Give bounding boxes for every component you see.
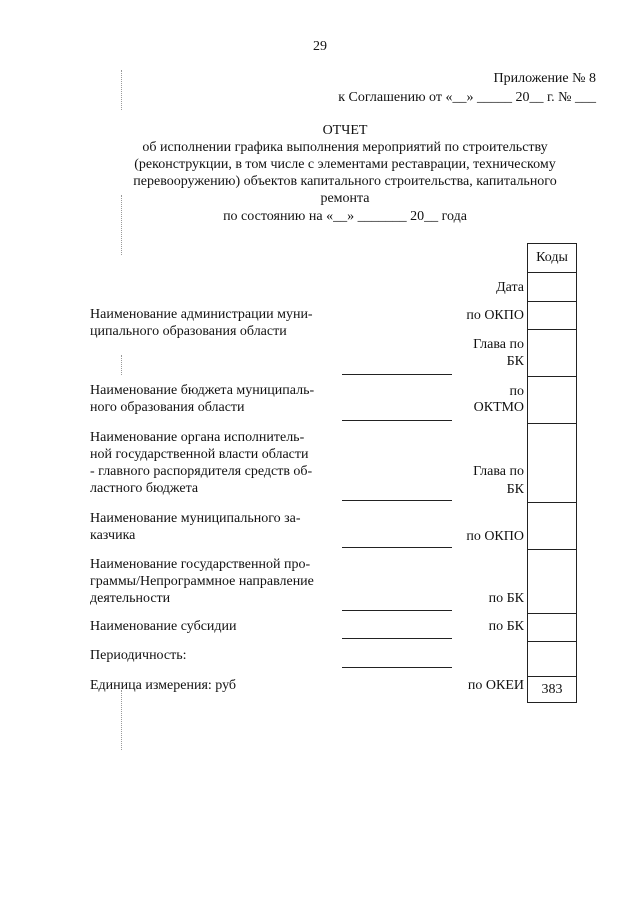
- bk-label-1: по БК: [488, 591, 524, 606]
- glava-bk-label-2-line-1: Глава по: [473, 464, 524, 479]
- scan-margin-mark: [121, 70, 122, 110]
- okpo-label-1: по ОКПО: [466, 308, 524, 323]
- scan-margin-mark: [121, 690, 122, 750]
- periodicity-blank: [342, 667, 452, 668]
- admin-name-blank: [342, 374, 452, 375]
- code-cell-okei: 383: [528, 677, 577, 703]
- scan-margin-mark: [121, 355, 122, 375]
- report-date-line: по состоянию на «__» _______ 20__ года: [223, 209, 467, 224]
- program-name-label-line-3: деятельности: [90, 591, 171, 606]
- glava-bk-label-1-line-2: БК: [506, 354, 524, 369]
- report-title: ОТЧЕТ: [322, 123, 368, 138]
- organ-name-label-line-1: Наименование органа исполнитель-: [90, 430, 305, 445]
- bk-label-2: по БК: [488, 619, 524, 634]
- code-cell-okpo-1: [528, 302, 577, 330]
- codes-header: Коды: [528, 244, 577, 273]
- periodicity-label: Периодичность:: [90, 648, 187, 663]
- report-subtitle-line-3: перевооружению) объектов капитального строительства, капитального: [133, 174, 557, 189]
- customer-name-label-line-1: Наименование муниципального за-: [90, 511, 301, 526]
- program-name-blank: [342, 610, 452, 611]
- appendix-label: Приложение № 8: [493, 71, 596, 86]
- code-cell-bk-2: [528, 614, 577, 642]
- organ-name-label-line-3: - главного распорядителя средств об-: [90, 464, 313, 479]
- budget-name-blank: [342, 420, 452, 421]
- date-label: Дата: [496, 280, 524, 295]
- code-cell-bk-1: [528, 550, 577, 614]
- report-subtitle-line-4: ремонта: [320, 191, 370, 206]
- code-cell-date: [528, 273, 577, 302]
- scan-margin-mark: [121, 195, 122, 255]
- glava-bk-label-2-line-2: БК: [506, 482, 524, 497]
- report-subtitle-line-2: (реконструкции, в том числе с элементами реставрации, техническому: [134, 157, 556, 172]
- okpo-label-2: по ОКПО: [466, 529, 524, 544]
- code-cell-empty: [528, 642, 577, 677]
- oktmo-label-line-2: ОКТМО: [473, 400, 524, 415]
- code-cell-glava-2: [528, 424, 577, 503]
- codes-table: [527, 243, 577, 703]
- customer-name-label-line-2: казчика: [90, 528, 136, 543]
- organ-name-label-line-2: ной государственной власти области: [90, 447, 309, 462]
- admin-name-label-line-2: ципального образования области: [90, 324, 287, 339]
- customer-name-blank: [342, 547, 452, 548]
- okei-label: по ОКЕИ: [467, 678, 524, 693]
- budget-name-label-line-2: ного образования области: [90, 400, 245, 415]
- budget-name-label-line-1: Наименование бюджета муниципаль-: [90, 383, 315, 398]
- admin-name-label-line-1: Наименование администрации муни-: [90, 307, 313, 322]
- oktmo-label-line-1: по: [509, 384, 524, 399]
- report-subtitle-line-1: об исполнении графика выполнения мероприятий по строительству: [142, 140, 548, 155]
- program-name-label-line-2: граммы/Непрограммное направление: [90, 574, 314, 589]
- organ-name-label-line-4: ластного бюджета: [90, 481, 199, 496]
- subsidy-name-label: Наименование субсидии: [90, 619, 237, 634]
- glava-bk-label-1-line-1: Глава по: [473, 337, 524, 352]
- unit-label: Единица измерения: руб: [90, 678, 237, 693]
- organ-name-blank: [342, 500, 452, 501]
- program-name-label-line-1: Наименование государственной про-: [90, 557, 311, 572]
- code-cell-okpo-2: [528, 503, 577, 550]
- code-cell-glava-1: [528, 330, 577, 377]
- subsidy-name-blank: [342, 638, 452, 639]
- code-cell-oktmo: [528, 377, 577, 424]
- agreement-reference: к Соглашению от «__» _____ 20__ г. № ___: [338, 90, 596, 105]
- page-number: 29: [313, 39, 327, 54]
